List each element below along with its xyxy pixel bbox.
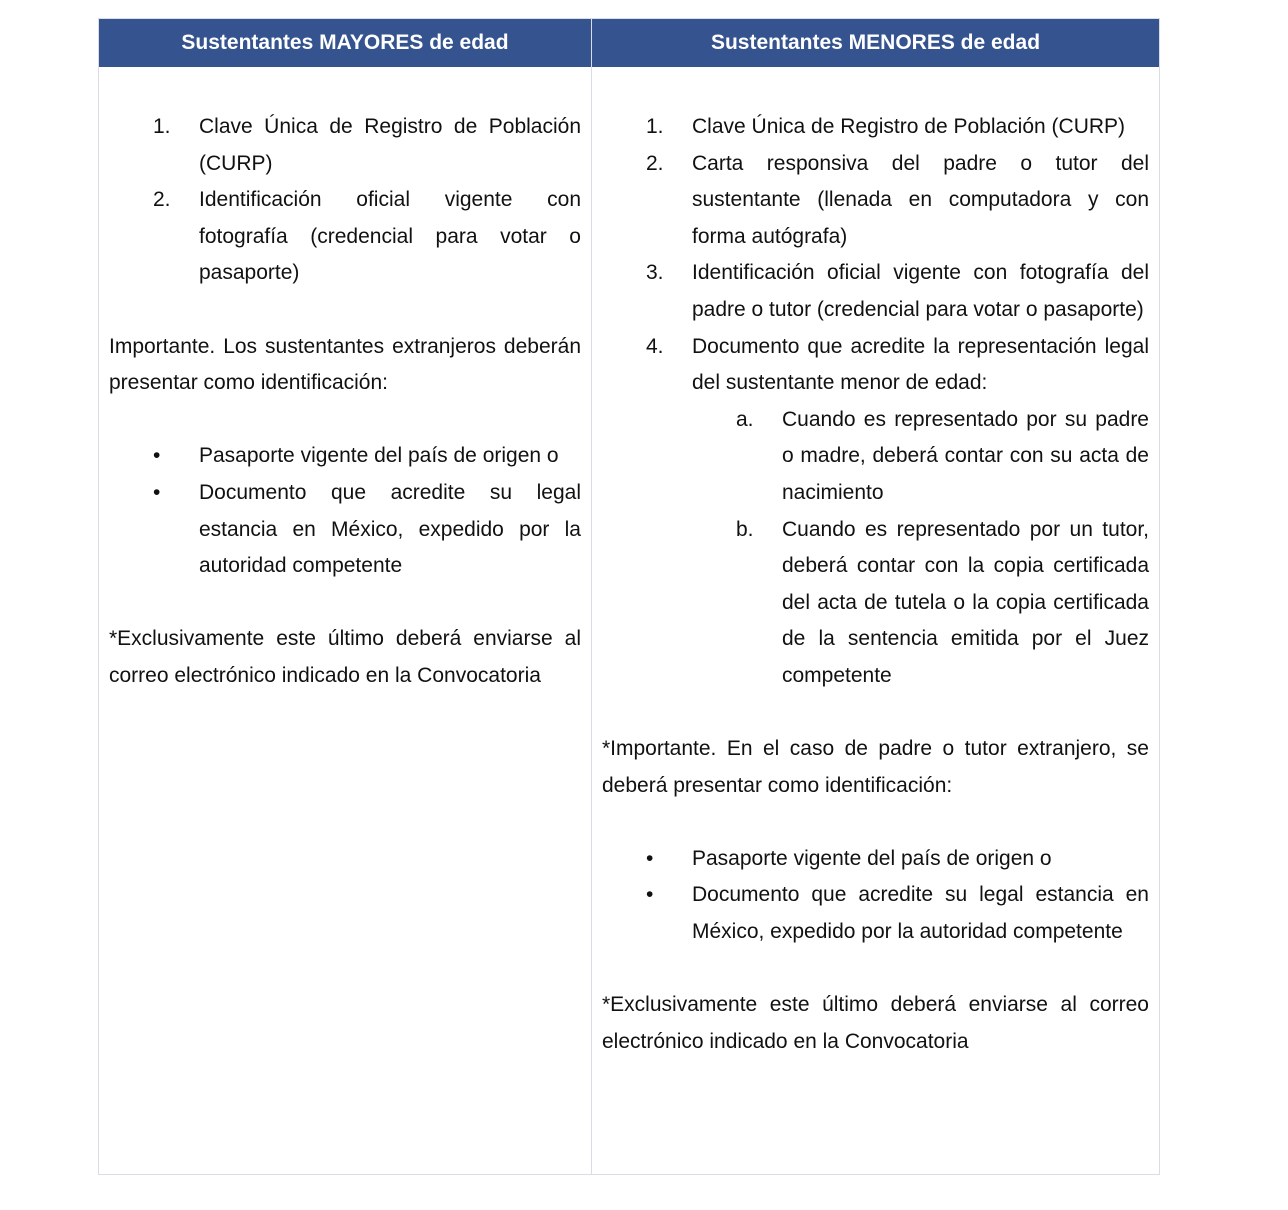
bullet-item — [602, 841, 1149, 878]
header-minors: Sustentantes MENORES de edad — [710, 31, 1041, 54]
bullet-text: Documento que acredite su legal estancia en México, expedido por la autoridad competente — [199, 480, 581, 578]
item-number: 1. — [153, 115, 171, 138]
item-text: Carta responsiva del padre o tutor del sustentante (llenada en computadora y con forma autógrafa) — [692, 151, 1149, 248]
numbered-item — [602, 255, 1149, 328]
bullet-text: Documento que acredite su legal estancia en México, expedido por la autoridad competente — [692, 883, 1149, 944]
numbered-item — [109, 182, 581, 292]
note-paragraph: *Exclusivamente este último deberá enviarse al correo electrónico indicado en la Convocatoria — [602, 993, 1149, 1053]
bullet-mark: • — [646, 846, 654, 870]
requirements-table — [98, 18, 1160, 1175]
numbered-item — [602, 146, 1149, 256]
item-number: 2. — [646, 151, 664, 175]
item-text: Clave Única de Registro de Población (CURP) — [692, 115, 1126, 138]
bullet-mark: • — [153, 480, 161, 504]
bullet-item — [602, 877, 1149, 950]
important-paragraph: *Importante. En el caso de padre o tutor extranjero, se deberá presentar como identificación: — [602, 737, 1149, 797]
sub-item-text: Cuando es representado por un tutor, deberá contar con la copia certificada del acta de tutela o la copia certificada de la sentencia emitida por el Juez competente — [782, 517, 1149, 687]
numbered-item — [602, 329, 1149, 402]
sub-item-letter: a. — [736, 407, 754, 431]
item-text: Clave Única de Registro de Población (CURP) — [199, 115, 581, 175]
bullet-mark: • — [646, 883, 654, 907]
sub-item — [602, 402, 1149, 512]
numbered-item — [602, 109, 1149, 146]
minors-column — [602, 67, 1149, 1174]
item-number: 3. — [646, 261, 664, 285]
item-number: 4. — [646, 334, 664, 358]
item-text: Identificación oficial vigente con fotografía (credencial para votar o pasaporte) — [199, 188, 581, 285]
sub-item-letter: b. — [736, 517, 754, 541]
numbered-item — [109, 109, 581, 182]
column-divider — [591, 19, 592, 1174]
bullet-text: Pasaporte vigente del país de origen o — [199, 444, 559, 468]
header-adults: Sustentantes MAYORES de edad — [99, 19, 592, 67]
item-number: 1. — [646, 115, 664, 138]
sub-item — [602, 512, 1149, 695]
adults-column — [109, 67, 581, 1174]
sub-item-text: Cuando es representado por su padre o madre, deberá contar con su acta de nacimiento — [782, 407, 1149, 504]
bullet-item — [109, 438, 581, 475]
bullet-item — [109, 475, 581, 585]
item-text: Identificación oficial vigente con fotografía del padre o tutor (credencial para votar o pasaporte) — [692, 261, 1149, 321]
bullet-text: Pasaporte vigente del país de origen o — [692, 846, 1052, 870]
table-header-row — [99, 19, 1159, 67]
note-paragraph: *Exclusivamente este último deberá enviarse al correo electrónico indicado en la Convocatoria — [109, 627, 581, 687]
important-paragraph: Importante. Los sustentantes extranjeros deberán presentar como identificación: — [109, 334, 581, 395]
item-number: 2. — [153, 188, 171, 212]
item-text: Documento que acredite la representación legal del sustentante menor de edad: — [692, 334, 1149, 395]
bullet-mark: • — [153, 444, 161, 468]
